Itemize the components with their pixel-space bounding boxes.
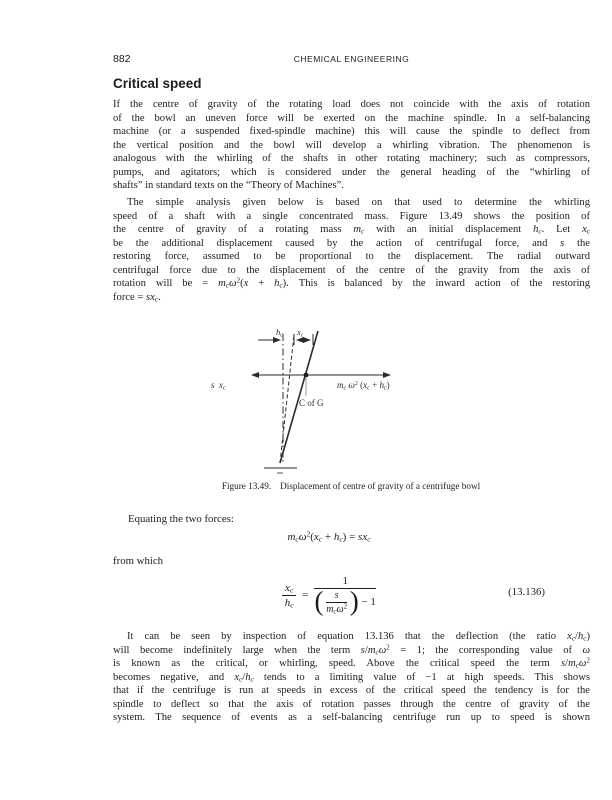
minus-one: − 1 bbox=[361, 596, 376, 609]
lhs-fraction bbox=[282, 582, 296, 609]
section-title: Critical speed bbox=[113, 76, 202, 91]
running-head: CHEMICAL ENGINEERING bbox=[293, 54, 410, 64]
text-line: It can be seen by inspection of equation 13.136 that the deflection (the ratio $x_c/h_c$) bbox=[127, 631, 590, 643]
centre-of-gravity-label: C of G bbox=[299, 398, 324, 408]
text-line: spindle to deflect so that the axis of rotation passes through the centre of gravity of the bbox=[113, 698, 590, 710]
centre-of-gravity-dot bbox=[304, 373, 309, 378]
text-line: force = $sx_c$. bbox=[113, 291, 161, 304]
equation-force-balance: $m_c\omega^2(x_c + h_c) = sx_c$ bbox=[287, 529, 371, 544]
figure-caption-text: Displacement of centre of gravity of a centrifuge bowl bbox=[280, 481, 481, 491]
text-line: restoring force, assumed to be proportional to the displacement. The radial outward bbox=[113, 251, 590, 262]
text-line: of the bowl an uneven force will be exerted on the machine spindle. In a self-balancing bbox=[113, 112, 590, 124]
rhs-fraction bbox=[314, 575, 375, 615]
text-line: that if the centrifuge is run at speeds in excess of the critical speed the tendency is for the bbox=[113, 685, 590, 696]
displaced-shaft-line bbox=[280, 331, 318, 463]
left-paren: ( bbox=[314, 585, 324, 616]
text-line: centrifugal force due to the displacement of the centre of the gravity from the axis of bbox=[113, 264, 590, 276]
xc-label: $x_c$ bbox=[297, 327, 304, 339]
inner-fraction bbox=[326, 590, 347, 615]
figure-caption-number: Figure 13.49. bbox=[221, 481, 272, 491]
equals-sign: = bbox=[302, 589, 309, 601]
text-line: be the additional displacement caused by the action of centrifugal force, and s the bbox=[113, 237, 590, 249]
figure-13-49 bbox=[0, 326, 612, 482]
text-line: system. The sequence of events as a self-balancing centrifuge run up to speed is shown bbox=[113, 712, 590, 723]
lhs-numerator: $x_c$ bbox=[282, 582, 296, 596]
inner-numerator: s bbox=[326, 590, 347, 603]
initial-shaft-line bbox=[280, 335, 294, 463]
figure-caption bbox=[121, 481, 581, 491]
hc-label: $h_c$ bbox=[276, 327, 283, 339]
text-line: the centre of gravity of a rotating mass $m_c$ with an initial displacement $h_c$. Let $x_c$ bbox=[113, 224, 590, 236]
text-line: pumps, and agitators; which is considered under the general heading of the “whirling of bbox=[113, 166, 590, 178]
rhs-numerator: 1 bbox=[314, 575, 375, 589]
page-header bbox=[113, 53, 590, 66]
text-line: The simple analysis given below is based on that used to determine the whirling bbox=[127, 197, 590, 208]
equation-number: (13.136) bbox=[508, 586, 545, 598]
restoring-force-label: s $x_c$ bbox=[211, 380, 226, 392]
text-line: analogous with the whirling of the shafts in other rotating machinery; such as compressors, bbox=[113, 153, 590, 164]
page-number: 882 bbox=[113, 53, 131, 65]
paragraph-intro bbox=[113, 98, 590, 193]
equation-13-136-row bbox=[113, 566, 590, 624]
from-which-text: from which bbox=[113, 555, 164, 567]
text-line: speed of a shaft with a single concentrated mass. Figure 13.49 shows the position of bbox=[113, 210, 590, 222]
rhs-denominator bbox=[314, 585, 376, 616]
text-line: becomes negative, and $x_c/h_c$ tends to a limiting value of −1 at high speeds. This shows bbox=[113, 671, 590, 684]
equation-intro-text: Equating the two forces: bbox=[128, 513, 234, 525]
inner-denominator: $m_c\omega^2$ bbox=[326, 603, 347, 616]
centrifugal-force-label: $m_c$ $\omega^2$ $(x_c + h_c)$ bbox=[337, 380, 390, 392]
paragraph-analysis bbox=[113, 196, 590, 304]
text-line: the vertical position and the bowl will develop a whirling vibration. The phenomenon is bbox=[113, 139, 590, 151]
lhs-denominator: $h_c$ bbox=[284, 596, 294, 610]
text-line: If the centre of gravity of the rotating load does not coincide with the axis of rotation bbox=[113, 99, 590, 110]
text-line: will become indefinitely large when the term $s/m_c\omega^2 = 1$; the corresponding value of ω bbox=[113, 642, 590, 657]
text-line: shafts” in standard texts on the “Theory of Machines”. bbox=[113, 180, 344, 191]
text-line: rotation will be = $m_c\omega^2(x + h_c)$. This is balanced by the inward action of the restoring bbox=[113, 276, 590, 290]
text-line: machine (or a suspended fixed-spindle machine) this will cause the spindle to deflect from bbox=[113, 126, 590, 137]
equation-13-136 bbox=[113, 566, 545, 624]
paragraph-discussion bbox=[113, 630, 590, 725]
right-paren: ) bbox=[349, 585, 359, 616]
text-line: is known as the critical, or whirling, speed. Above the critical speed the term $s/m_c\omega^2$ bbox=[113, 656, 590, 670]
